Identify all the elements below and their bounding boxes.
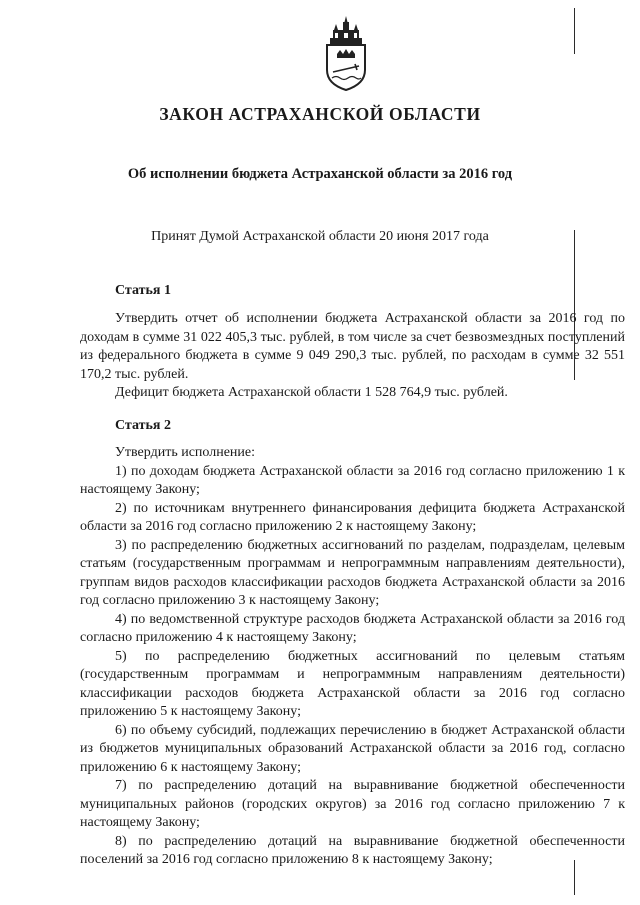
list-item: 1) по доходам бюджета Астраханской области за 2016 год согласно приложению 1 к настоящему Закону;	[80, 463, 625, 497]
paragraph: Утвердить отчет об исполнении бюджета Астраханской области за 2016 год по доходам в сумме 31 022 405,3 тыс. рублей, в том числе за счет безвозмездных поступлений из федерального бюджета в сумме 9 049 290,3 тыс. рублей, по расходам в сумме 32 551 170,2 тыс. рублей.	[80, 311, 625, 382]
adoption-note: Принят Думой Астраханской области 20 июня 2017 года	[151, 229, 489, 244]
article-1-heading: Статья 1	[115, 283, 171, 298]
list-item: 8) по распределению дотаций на выравнивание бюджетной обеспеченности поселений за 2016 год согласно приложению 8 к настоящему Закону;	[80, 833, 625, 867]
article-2-body	[80, 444, 625, 870]
list-item: 2) по источникам внутреннего финансирования дефицита бюджета Астраханской области за 2016 год согласно приложению 2 к настоящему Закону;	[80, 500, 625, 534]
list-item: 6) по объему субсидий, подлежащих перечислению в бюджет Астраханской области из бюджетов муниципальных образований Астраханской области за 2016 год, согласно приложению 6 к настоящему Закону;	[80, 722, 625, 775]
list-item: 7) по распределению дотаций на выравнивание бюджетной обеспеченности муниципальных районов (городских округов) за 2016 год согласно приложению 7 к настоящему Закону;	[80, 778, 625, 830]
coat-of-arms-icon	[322, 14, 370, 92]
list-item: 5) по распределению бюджетных ассигнований по целевым статьям (государственным программам и непрограммным направлениям деятельности) классификации расходов бюджета Астраханской области за 2016 год согласно приложению 5 к настоящему Закону;	[80, 648, 625, 719]
law-subtitle: Об исполнении бюджета Астраханской области за 2016 год	[127, 166, 513, 182]
article-1-body	[80, 310, 625, 403]
list-item: 3) по распределению бюджетных ассигнований по разделам, подразделам, целевым статьям (государственным программам и непрограммным направлениям деятельности), группам видов расходов классификации расходов бюджета Астраханской области за 2016 год согласно приложению 3 к настоящему Закону;	[80, 537, 625, 608]
law-title: ЗАКОН АСТРАХАНСКОЙ ОБЛАСТИ	[159, 104, 481, 124]
paragraph: Дефицит бюджета Астраханской области 1 528 764,9 тыс. рублей.	[115, 385, 508, 400]
article-2-heading: Статья 2	[115, 418, 171, 433]
paragraph: Утвердить исполнение:	[115, 445, 255, 460]
list-item: 4) по ведомственной структуре расходов бюджета Астраханской области за 2016 год согласно приложению 4 к настоящему Закону;	[80, 611, 625, 645]
scan-edge-line	[574, 8, 575, 54]
